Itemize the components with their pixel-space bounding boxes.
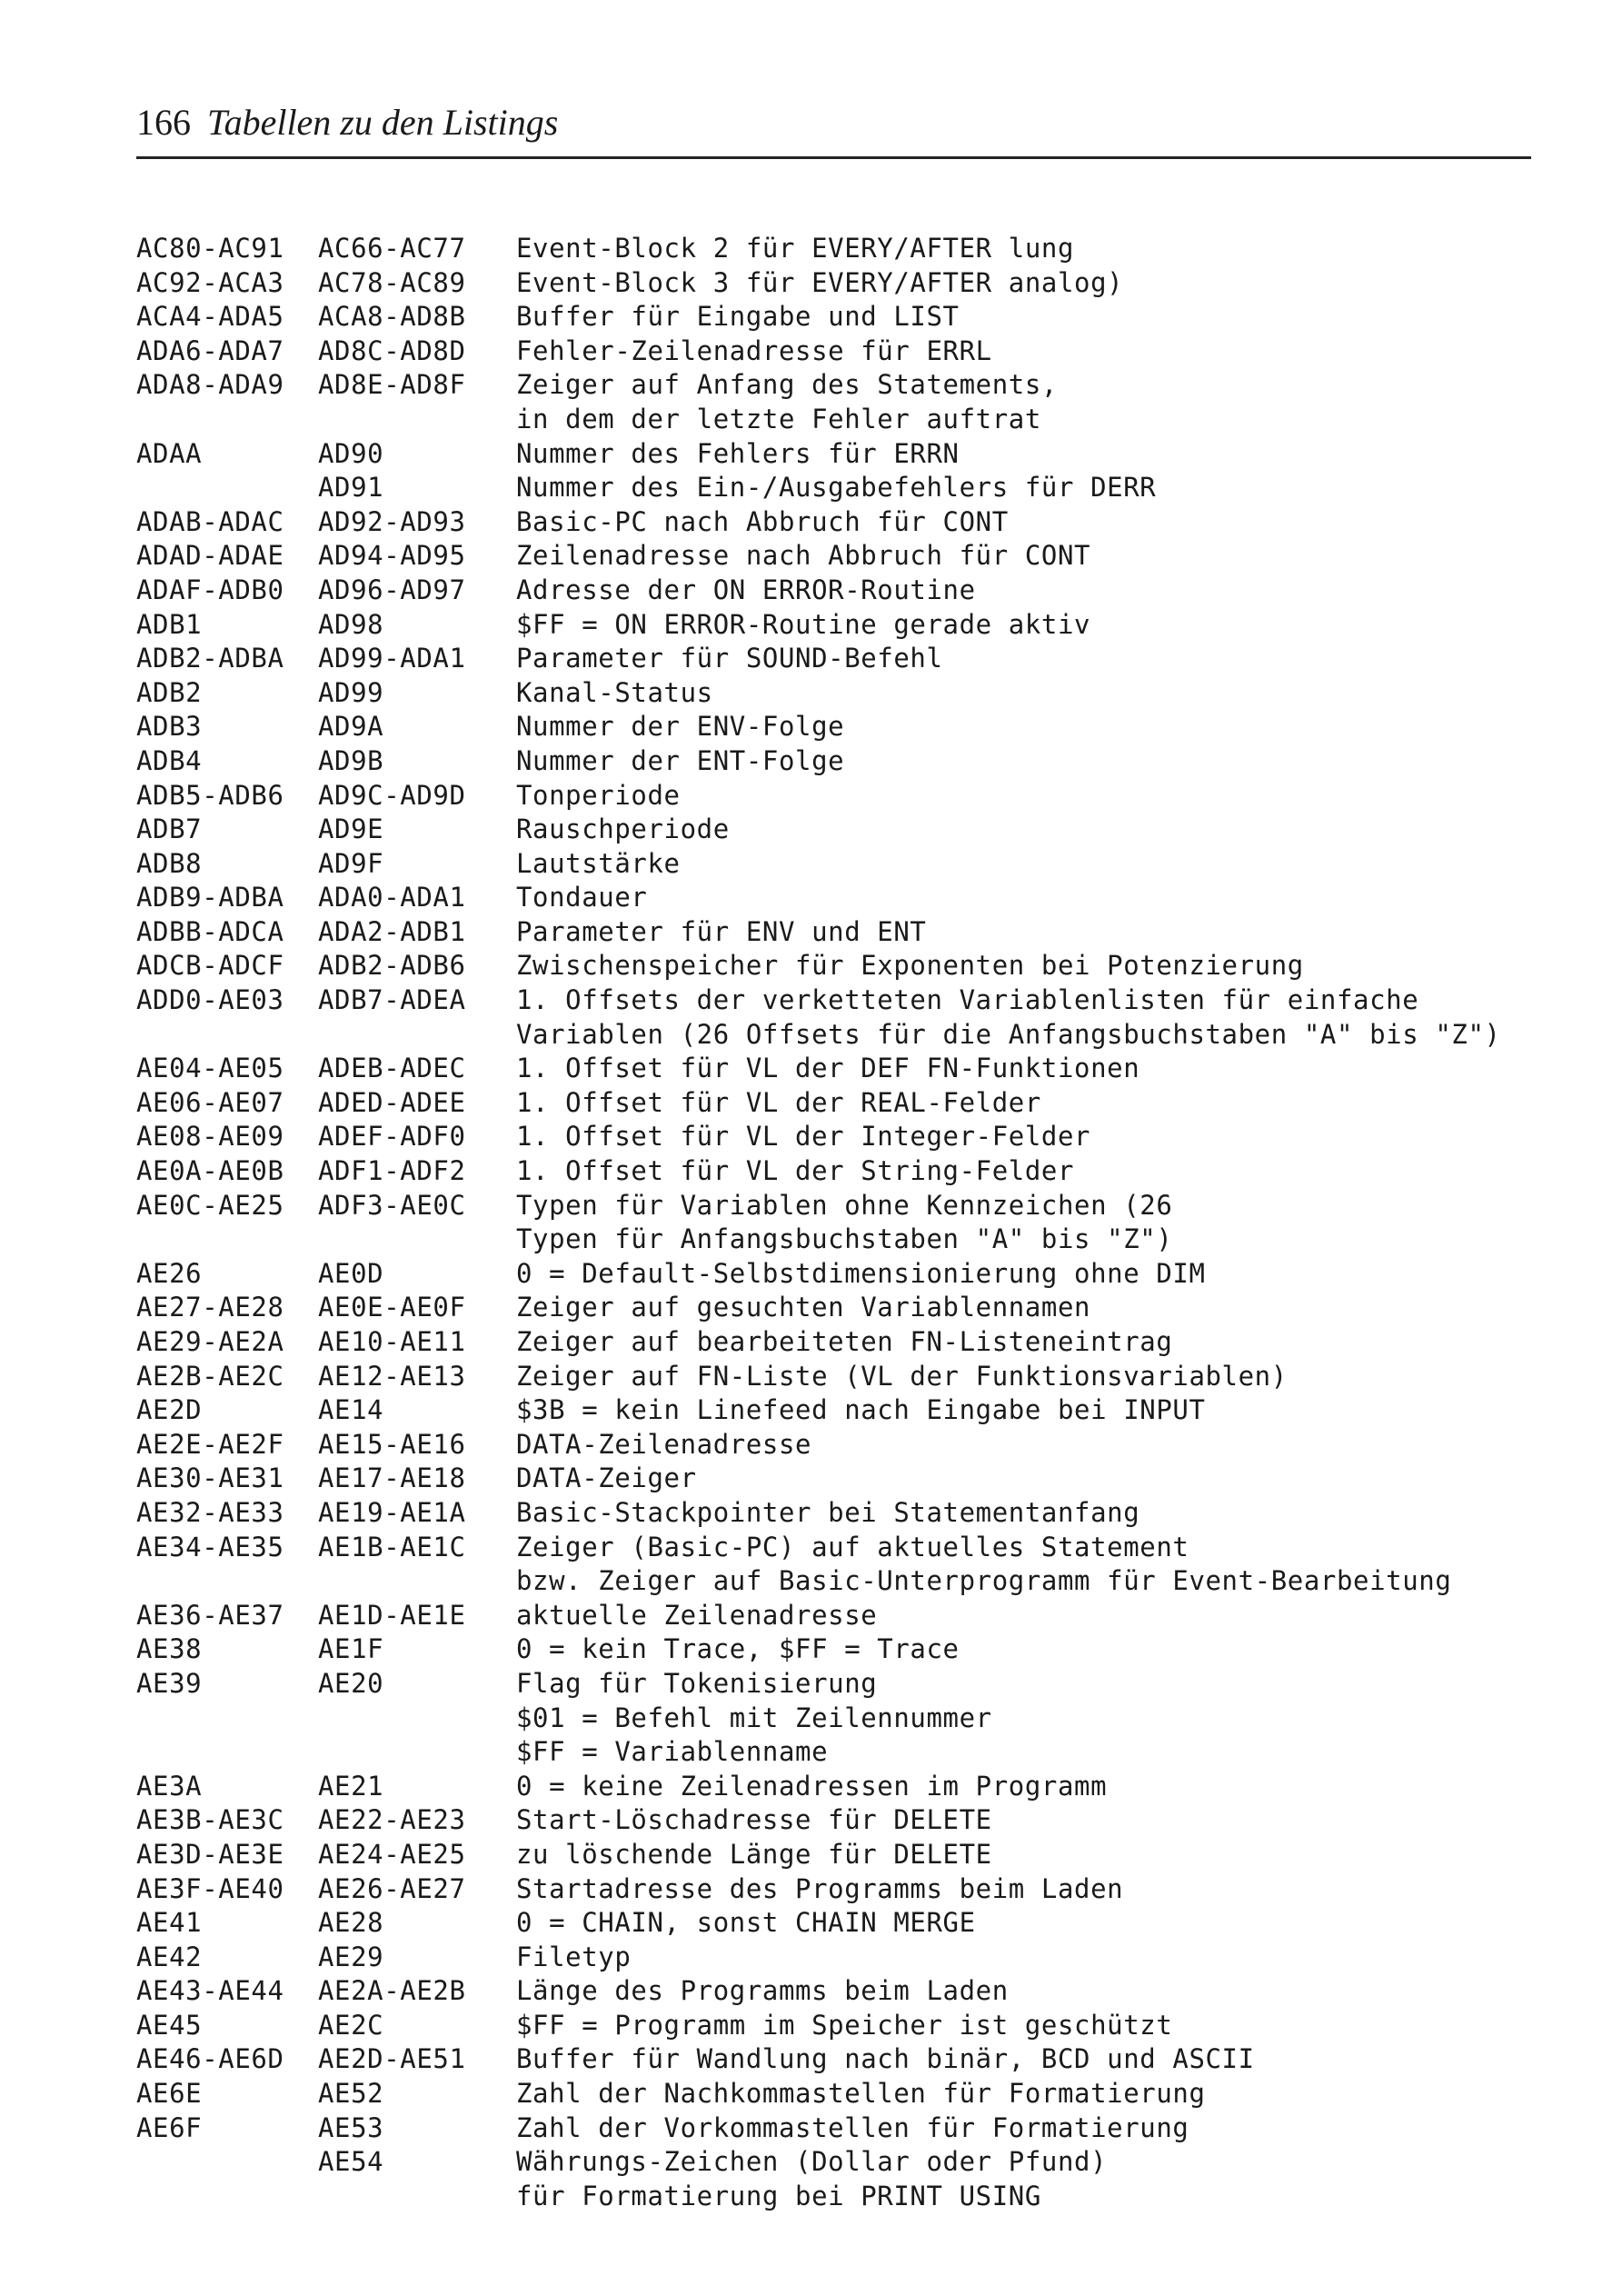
address-464: AD98 <box>318 608 384 640</box>
description: Buffer für Wandlung nach binär, BCD und ASCII <box>516 2043 1255 2075</box>
description: Nummer des Ein-/Ausgabefehlers für DERR <box>516 472 1157 504</box>
address-6128 <box>136 471 318 505</box>
table-row <box>136 1325 1536 1360</box>
address-464: AE21 <box>318 1770 384 1802</box>
table-row <box>136 1257 1536 1292</box>
description: Länge des Programms beim Laden <box>516 1975 1009 2007</box>
description: Variablen (26 Offsets für die Anfangsbuchstaben "A" bis "Z") <box>516 1018 1501 1050</box>
address-6128: ADB4 <box>136 744 203 776</box>
address-464: ADEF-ADF0 <box>318 1121 466 1153</box>
table-row <box>136 710 1536 744</box>
address-6128: AE41 <box>136 1907 203 1939</box>
address-464: ADA2-ADB1 <box>318 915 466 947</box>
table-row <box>136 300 1536 334</box>
description: Typen für Anfangsbuchstaben "A" bis "Z") <box>516 1223 1173 1255</box>
description: Lautstärke <box>516 847 681 879</box>
table-row <box>136 574 1536 608</box>
description: 1. Offsets der verketteten Variablenlisten für einfache <box>516 984 1419 1016</box>
description: $FF = Variablenname <box>516 1736 829 1768</box>
table-row <box>136 403 1536 437</box>
address-6128: AE38 <box>136 1633 203 1665</box>
address-6128: AE2D <box>136 1394 203 1426</box>
description: 1. Offset für VL der DEF FN-Funktionen <box>516 1053 1140 1084</box>
table-row <box>136 437 1536 472</box>
description: Startadresse des Programms beim Laden <box>516 1872 1124 1904</box>
table-row <box>136 744 1536 779</box>
address-6128: ADA8-ADA9 <box>136 369 284 401</box>
table-row <box>136 232 1536 266</box>
description: Buffer für Eingabe und LIST <box>516 301 960 333</box>
address-464: AE2A-AE2B <box>318 1975 466 2007</box>
address-464: AE52 <box>318 2078 384 2110</box>
address-6128: ADAA <box>136 437 203 469</box>
table-row <box>136 676 1536 711</box>
table-row <box>136 1599 1536 1633</box>
address-6128 <box>136 2180 318 2214</box>
table-row <box>136 2042 1536 2077</box>
description: Zeiger auf Anfang des Statements, <box>516 369 1058 401</box>
table-row <box>136 983 1536 1018</box>
address-464: ADEB-ADEC <box>318 1053 466 1084</box>
address-464: AC78-AC89 <box>318 266 466 298</box>
table-row <box>136 334 1536 369</box>
table-row <box>136 1086 1536 1121</box>
address-464: AE22-AE23 <box>318 1804 466 1836</box>
address-6128: ADCB-ADCF <box>136 950 284 982</box>
description: Zeilenadresse nach Abbruch für CONT <box>516 540 1091 572</box>
address-464: ADB7-ADEA <box>318 984 466 1016</box>
address-464: AE53 <box>318 2111 384 2143</box>
address-6128: AE39 <box>136 1667 203 1699</box>
description: 1. Offset für VL der String-Felder <box>516 1155 1075 1187</box>
description: Zahl der Nachkommastellen für Formatierung <box>516 2078 1206 2110</box>
address-464: AD91 <box>318 472 384 504</box>
description: Filetyp <box>516 1941 632 1972</box>
address-464 <box>318 2180 516 2214</box>
table-row <box>136 2077 1536 2111</box>
table-row <box>136 1291 1536 1325</box>
address-464: ADED-ADEE <box>318 1086 466 1118</box>
address-464: AD96-AD97 <box>318 574 466 605</box>
table-row <box>136 1462 1536 1496</box>
description: Zeiger auf FN-Liste (VL der Funktionsvariablen) <box>516 1360 1288 1392</box>
table-row <box>136 1154 1536 1189</box>
address-6128: AE30-AE31 <box>136 1462 284 1494</box>
description: 1. Offset für VL der Integer-Felder <box>516 1121 1091 1153</box>
description: Event-Block 3 für EVERY/AFTER analog) <box>516 266 1124 298</box>
page-number: 166 <box>136 102 191 143</box>
address-464 <box>318 1702 516 1736</box>
address-464 <box>318 1564 516 1599</box>
description: Zeiger (Basic-PC) auf aktuelles Statement <box>516 1531 1189 1562</box>
address-464: AE26-AE27 <box>318 1872 466 1904</box>
table-row <box>136 266 1536 301</box>
address-464: AE2D-AE51 <box>318 2043 466 2075</box>
address-464: AE1F <box>318 1633 384 1665</box>
address-464: AE12-AE13 <box>318 1360 466 1392</box>
address-6128: AE06-AE07 <box>136 1086 284 1118</box>
address-6128 <box>136 1223 318 1257</box>
address-6128: AE0A-AE0B <box>136 1155 284 1187</box>
description: in dem der letzte Fehler auftrat <box>516 403 1041 434</box>
address-6128: AE2B-AE2C <box>136 1360 284 1392</box>
address-6128 <box>136 2145 318 2180</box>
address-464: AE19-AE1A <box>318 1496 466 1528</box>
description: Parameter für SOUND-Befehl <box>516 643 943 674</box>
address-6128: AE08-AE09 <box>136 1121 284 1153</box>
table-row <box>136 1667 1536 1702</box>
description: Zwischenspeicher für Exponenten bei Potenzierung <box>516 950 1304 982</box>
address-6128 <box>136 1735 318 1770</box>
address-6128: AE34-AE35 <box>136 1531 284 1562</box>
address-464: ADB2-ADB6 <box>318 950 466 982</box>
address-464: AE15-AE16 <box>318 1428 466 1460</box>
description: Basic-Stackpointer bei Statementanfang <box>516 1496 1140 1528</box>
description: bzw. Zeiger auf Basic-Unterprogramm für Event-Bearbeitung <box>516 1565 1452 1597</box>
table-row <box>136 1360 1536 1394</box>
address-464: AE17-AE18 <box>318 1462 466 1494</box>
address-464: AD94-AD95 <box>318 540 466 572</box>
address-464: AD9A <box>318 711 384 743</box>
table-row <box>136 1564 1536 1599</box>
address-6128: ADB9-ADBA <box>136 882 284 913</box>
address-464: AE14 <box>318 1394 384 1426</box>
description: Start-Löschadresse für DELETE <box>516 1804 992 1836</box>
description: Typen für Variablen ohne Kennzeichen (26 <box>516 1189 1173 1221</box>
description: $FF = ON ERROR-Routine gerade aktiv <box>516 608 1091 640</box>
address-table <box>136 232 1536 2213</box>
table-row <box>136 1735 1536 1770</box>
description: Nummer der ENV-Folge <box>516 711 845 743</box>
address-464: AE0E-AE0F <box>318 1292 466 1323</box>
address-464 <box>318 403 516 437</box>
address-6128: AE3D-AE3E <box>136 1838 284 1870</box>
table-row <box>136 2111 1536 2146</box>
address-6128: ADB2 <box>136 676 203 708</box>
address-6128: AE27-AE28 <box>136 1292 284 1323</box>
description: 0 = keine Zeilenadressen im Programm <box>516 1770 1108 1802</box>
description: Adresse der ON ERROR-Routine <box>516 574 976 605</box>
table-row <box>136 1702 1536 1736</box>
table-row <box>136 1393 1536 1428</box>
table-row <box>136 915 1536 950</box>
address-6128: ADA6-ADA7 <box>136 334 284 366</box>
address-6128: AE04-AE05 <box>136 1053 284 1084</box>
table-row <box>136 1803 1536 1838</box>
address-6128: AE2E-AE2F <box>136 1428 284 1460</box>
description: aktuelle Zeilenadresse <box>516 1599 878 1631</box>
description: Nummer der ENT-Folge <box>516 744 845 776</box>
address-6128: AE43-AE44 <box>136 1975 284 2007</box>
address-6128: ADBB-ADCA <box>136 915 284 947</box>
address-6128 <box>136 403 318 437</box>
description: 0 = Default-Selbstdimensionierung ohne DIM <box>516 1257 1206 1289</box>
description: Zahl der Vorkommastellen für Formatierung <box>516 2111 1189 2143</box>
address-6128: ADAB-ADAC <box>136 505 284 537</box>
table-row <box>136 1941 1536 1975</box>
address-464: AE54 <box>318 2146 384 2178</box>
address-6128: ADB5-ADB6 <box>136 779 284 811</box>
address-6128: AE6F <box>136 2111 203 2143</box>
table-row <box>136 1120 1536 1154</box>
address-464: AE24-AE25 <box>318 1838 466 1870</box>
address-6128: AE32-AE33 <box>136 1496 284 1528</box>
description: $FF = Programm im Speicher ist geschützt <box>516 2009 1173 2041</box>
table-row <box>136 2180 1536 2214</box>
address-464: AE0D <box>318 1257 384 1289</box>
address-6128: AE26 <box>136 1257 203 1289</box>
address-464: AD9B <box>318 744 384 776</box>
description: 1. Offset für VL der REAL-Felder <box>516 1086 1041 1118</box>
address-6128: ADD0-AE03 <box>136 984 284 1016</box>
table-row <box>136 813 1536 847</box>
table-row <box>136 2009 1536 2043</box>
description: DATA-Zeilenadresse <box>516 1428 812 1460</box>
description: DATA-Zeiger <box>516 1462 697 1494</box>
description: Tonperiode <box>516 779 681 811</box>
description: Basic-PC nach Abbruch für CONT <box>516 505 1009 537</box>
description: 0 = CHAIN, sonst CHAIN MERGE <box>516 1907 976 1939</box>
address-6128: ADB7 <box>136 814 203 845</box>
address-464: ADF3-AE0C <box>318 1189 466 1221</box>
address-6128: ADB3 <box>136 711 203 743</box>
table-row <box>136 1189 1536 1223</box>
description: für Formatierung bei PRINT USING <box>516 2180 1041 2211</box>
table-row <box>136 1052 1536 1086</box>
address-464: AD90 <box>318 437 384 469</box>
description: $3B = kein Linefeed nach Eingabe bei INPUT <box>516 1394 1206 1426</box>
table-row <box>136 847 1536 882</box>
table-row <box>136 1770 1536 1804</box>
table-row <box>136 1531 1536 1565</box>
address-464 <box>318 1735 516 1770</box>
address-464: AE1D-AE1E <box>318 1599 466 1631</box>
description: Event-Block 2 für EVERY/AFTER lung <box>516 233 1075 264</box>
address-464: ACA8-AD8B <box>318 301 466 333</box>
description: Rauschperiode <box>516 814 730 845</box>
table-row <box>136 1838 1536 1872</box>
table-row <box>136 471 1536 505</box>
address-464 <box>318 1223 516 1257</box>
description: Flag für Tokenisierung <box>516 1667 878 1699</box>
address-6128 <box>136 1564 318 1599</box>
table-row <box>136 539 1536 574</box>
description: $01 = Befehl mit Zeilennummer <box>516 1702 992 1733</box>
address-464: ADA0-ADA1 <box>318 882 466 913</box>
description: Tondauer <box>516 882 648 913</box>
table-row <box>136 505 1536 540</box>
description: Fehler-Zeilenadresse für ERRL <box>516 334 992 366</box>
address-464: AD9E <box>318 814 384 845</box>
address-6128: ADB8 <box>136 847 203 879</box>
table-row <box>136 881 1536 915</box>
address-6128: AE45 <box>136 2009 203 2041</box>
address-464: AD99 <box>318 676 384 708</box>
address-6128: AE0C-AE25 <box>136 1189 284 1221</box>
table-row <box>136 1223 1536 1257</box>
address-6128: ADAD-ADAE <box>136 540 284 572</box>
table-row <box>136 949 1536 983</box>
address-464: AE2C <box>318 2009 384 2041</box>
address-464: AD99-ADA1 <box>318 643 466 674</box>
page-title: Tabellen zu den Listings <box>207 102 559 143</box>
address-6128: AE6E <box>136 2078 203 2110</box>
address-464: AE20 <box>318 1667 384 1699</box>
address-464: AD9C-AD9D <box>318 779 466 811</box>
address-6128: ADB2-ADBA <box>136 643 284 674</box>
table-row <box>136 1906 1536 1941</box>
table-row <box>136 1872 1536 1907</box>
address-464: AE28 <box>318 1907 384 1939</box>
address-6128: AE42 <box>136 1941 203 1972</box>
address-464 <box>318 1018 516 1053</box>
table-row <box>136 368 1536 403</box>
address-6128: AC92-ACA3 <box>136 266 284 298</box>
address-464: ADF1-ADF2 <box>318 1155 466 1187</box>
address-6128: ADB1 <box>136 608 203 640</box>
table-row <box>136 1974 1536 2009</box>
description: zu löschende Länge für DELETE <box>516 1838 992 1870</box>
address-6128: ACA4-ADA5 <box>136 301 284 333</box>
description: Zeiger auf bearbeiteten FN-Listeneintrag <box>516 1326 1173 1357</box>
address-6128: AE3A <box>136 1770 203 1802</box>
address-6128: AE36-AE37 <box>136 1599 284 1631</box>
description: Nummer des Fehlers für ERRN <box>516 437 960 469</box>
table-row <box>136 608 1536 643</box>
table-row <box>136 1428 1536 1462</box>
address-6128: AC80-AC91 <box>136 233 284 264</box>
address-6128 <box>136 1018 318 1053</box>
table-row <box>136 1018 1536 1053</box>
address-6128: AE3F-AE40 <box>136 1872 284 1904</box>
address-464: AC66-AC77 <box>318 233 466 264</box>
description: 0 = kein Trace, $FF = Trace <box>516 1633 960 1665</box>
description: Parameter für ENV und ENT <box>516 915 927 947</box>
address-464: AD8C-AD8D <box>318 334 466 366</box>
address-6128: AE46-AE6D <box>136 2043 284 2075</box>
address-464: AD9F <box>318 847 384 879</box>
address-464: AD92-AD93 <box>318 505 466 537</box>
address-6128: AE3B-AE3C <box>136 1804 284 1836</box>
table-row <box>136 1632 1536 1667</box>
description: Währungs-Zeichen (Dollar oder Pfund) <box>516 2146 1108 2178</box>
address-6128: ADAF-ADB0 <box>136 574 284 605</box>
address-464: AD8E-AD8F <box>318 369 466 401</box>
description: Zeiger auf gesuchten Variablennamen <box>516 1292 1091 1323</box>
address-464: AE29 <box>318 1941 384 1972</box>
table-row <box>136 642 1536 676</box>
page-header <box>136 89 1531 159</box>
address-464: AE10-AE11 <box>318 1326 466 1357</box>
description: Kanal-Status <box>516 676 713 708</box>
table-row <box>136 779 1536 814</box>
table-row <box>136 1496 1536 1531</box>
address-6128: AE29-AE2A <box>136 1326 284 1357</box>
table-row <box>136 2145 1536 2180</box>
address-464: AE1B-AE1C <box>318 1531 466 1562</box>
address-6128 <box>136 1702 318 1736</box>
